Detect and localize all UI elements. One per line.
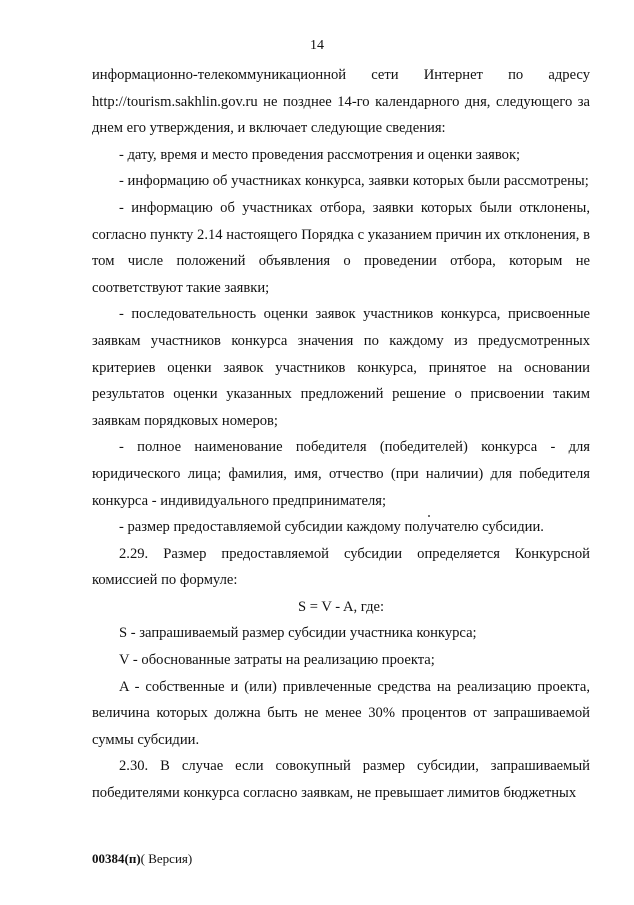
list-item-participants: - информацию об участниках конкурса, заявки которых были рассмотрены; — [119, 173, 589, 190]
document-code: 00384(п) — [92, 851, 141, 866]
list-item-date: - дату, время и место проведения рассмотрения и оценки заявок; — [119, 146, 521, 163]
scan-speck — [428, 515, 430, 517]
list-item-winner-name: - полное наименование победителя (победителей) конкурса - для юридического лица; фамилия, имя, отчество (при наличии) для победителя конкурса - индивидуального предпринимателя; — [92, 439, 590, 509]
list-item-evaluation-order: - последовательность оценки заявок участников конкурса, присвоенные заявкам участников конкурса значения по каждому из предусмотренных критериев оценки заявок участников конкурса, принятое на основании результатов оценки указанных предложений решение о присвоении таким заявкам порядковых номеров; — [92, 306, 590, 429]
paragraph-2-30: 2.30. В случае если совокупный размер субсидии, запрашиваемый победителями конкурса согласно заявкам, не превышает лимитов бюджетных — [92, 758, 590, 802]
formula-term-v: V - обоснованные затраты на реализацию проекта; — [119, 652, 435, 669]
formula-term-a: A - собственные и (или) привлеченные средства на реализацию проекта, величина которых должна быть не менее 30% процентов от запрашиваемой суммы субсидии. — [92, 678, 590, 748]
document-body — [92, 62, 590, 807]
document-footer — [92, 851, 192, 867]
document-version: ( Версия) — [140, 851, 193, 866]
page-number: 14 — [310, 38, 324, 53]
formula-term-s: S - запрашиваемый размер субсидии участника конкурса; — [119, 625, 477, 642]
paragraph-intro: информационно-телекоммуникационной сети Интернет по адресу http://tourism.sakhlin.gov.ru не позднее 14-го календарного дня, следующего за днем его утверждения, и включает следующие сведения: — [92, 67, 590, 137]
formula: S = V - A, где: — [297, 598, 385, 615]
paragraph-2-29: 2.29. Размер предоставляемой субсидии определяется Конкурсной комиссией по формуле: — [92, 545, 590, 589]
list-item-subsidy-amount: - размер предоставляемой субсидии каждому получателю субсидии. — [119, 519, 544, 536]
list-item-rejected: - информацию об участниках отбора, заявки которых были отклонены, согласно пункту 2.14 настоящего Порядка с указанием причин их отклонения, в том числе положений объявления о проведении отбора, которым не соответствуют такие заявки; — [92, 199, 590, 296]
